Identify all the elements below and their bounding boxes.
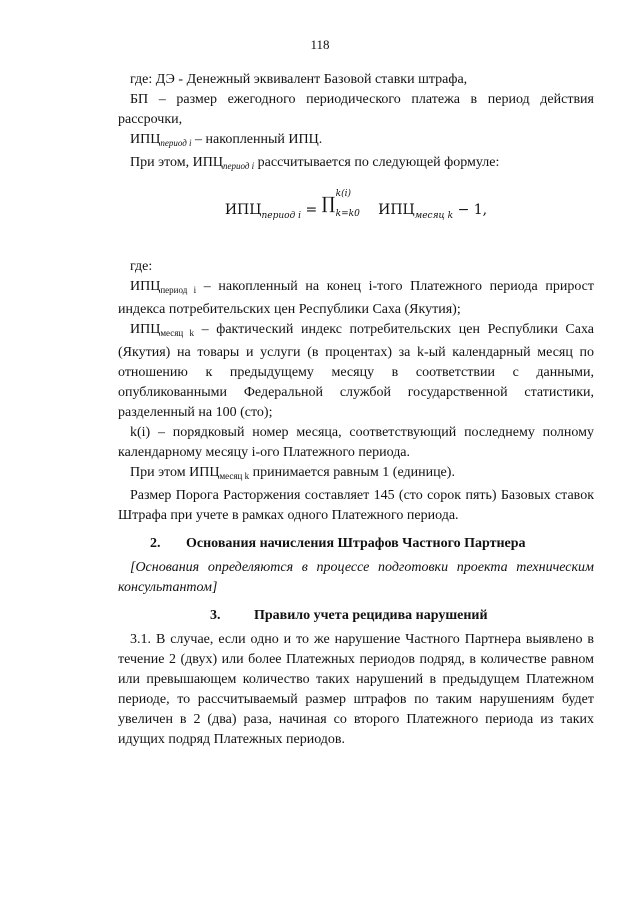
- formula-lhs: ИПЦ: [224, 202, 262, 218]
- section-2-title: Основания начисления Штрафов Частного Партнера: [186, 536, 526, 551]
- def2-text: – фактический индекс потребительских цен Республики Саха (Якутия) на товары и услуги (в процентах) за k-ый календарный месяц по отношению к предыдущему месяцу в соответствии с данными, опубликованными Федеральной службой государственной статистики, разделенный на 100 (сто);: [118, 322, 594, 420]
- def1-text: – накопленный на конец i-того Платежного периода прирост индекса потребительских цен Республики Саха (Якутия);: [118, 279, 594, 317]
- def2-label: ИПЦ: [130, 322, 161, 337]
- ipc-subscript: период i: [160, 138, 192, 148]
- section-3-paragraph-1: 3.1. В случае, если одно и то же нарушение Частного Партнера выявлено в течение 2 (двух) или более Платежных периодов подряд, в количестве равном или превышающем количество таких нарушений в предыдущем Платежном периоде, то рассчитываемый размер штрафов по таким нарушениям будет увеличен в 2 (два) раза, начиная со второго Платежного периода из таких идущих подряд Платежных периодов.: [118, 632, 594, 747]
- def1-subscript: период i: [160, 285, 197, 295]
- definition-k-i: k(i) – порядковый номер месяца, соответствующий последнему полному календарному месяцу i-ого Платежного периода.: [118, 425, 594, 460]
- product-upper-limit: k(i): [335, 189, 352, 199]
- formula-rhs-subscript: месяц k: [414, 211, 454, 221]
- product-lower-limit: k=k0: [335, 209, 360, 219]
- paragraph-formula-intro: [118, 153, 594, 176]
- formula-lhs-subscript: период i: [261, 211, 302, 221]
- formula-tail: − 1,: [453, 202, 488, 218]
- formula-intro-text: При этом, ИПЦ: [130, 155, 223, 170]
- def4-label: При этом ИПЦ: [130, 465, 220, 480]
- formula-equals: =: [301, 202, 322, 218]
- def4-subscript: месяц k: [219, 471, 250, 481]
- section-3-title: Правило учета рецидива нарушений: [254, 608, 488, 623]
- section-2-note: [Основания определяются в процессе подготовки проекта техническим консультантом]: [118, 560, 594, 595]
- ipc-definition-text: – накопленный ИПЦ.: [191, 132, 323, 147]
- page-number: 118: [310, 37, 330, 52]
- def2-subscript: месяц k: [160, 328, 195, 338]
- ipc-label: ИПЦ: [130, 132, 161, 147]
- definition-ipc-period: [118, 277, 594, 320]
- paragraph-ipc-equals-one: [118, 463, 594, 486]
- paragraph-termination-threshold: Размер Порога Расторжения составляет 145 (сто сорок пять) Базовых ставок Штрафа при учете в рамках одного Платежного периода.: [118, 488, 594, 523]
- section-3-number: 3.: [210, 608, 221, 623]
- def4-text: принимается равным 1 (единице).: [249, 465, 455, 480]
- definition-ipc-month: [118, 320, 594, 423]
- paragraph-ipc-period: [118, 130, 594, 153]
- ipc-formula: [118, 189, 594, 227]
- paragraph-bp-line2: рассрочки,: [118, 112, 183, 127]
- section-2-number: 2.: [150, 536, 161, 551]
- product-symbol: ∏: [321, 194, 336, 214]
- formula-intro-subscript: период i: [222, 161, 255, 171]
- def1-label: ИПЦ: [130, 279, 161, 294]
- paragraph-where: где:: [130, 259, 153, 274]
- document-body: [118, 70, 594, 750]
- formula-intro-rest: рассчитывается по следующей формуле:: [254, 155, 500, 170]
- section-3-heading: [118, 606, 594, 626]
- formula-rhs: ИПЦ: [373, 202, 415, 218]
- product-operator: [321, 189, 374, 221]
- paragraph-bp-line1: БП – размер ежегодного периодического платежа в период действия: [130, 92, 594, 107]
- paragraph-where-de: где: ДЭ - Денежный эквивалент Базовой ставки штрафа,: [130, 72, 468, 87]
- section-2-heading: [118, 534, 594, 554]
